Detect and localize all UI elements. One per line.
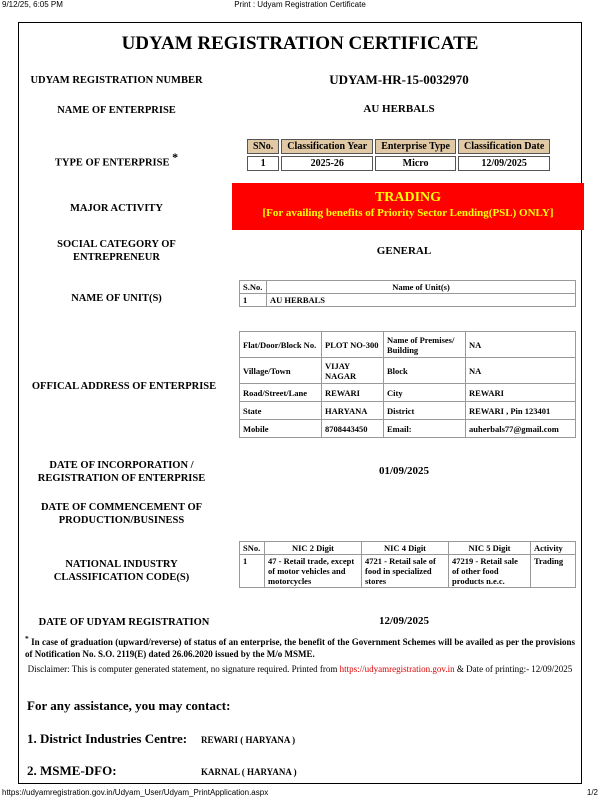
- nic-row: [240, 555, 576, 588]
- nic-cell: Trading: [531, 555, 576, 588]
- print-timestamp: 9/12/25, 6:05 PM: [2, 0, 63, 9]
- reg-no-label: UDYAM REGISTRATION NUMBER: [30, 75, 203, 86]
- address-key: City: [384, 384, 466, 402]
- disclaimer-date: & Date of printing:- 12/09/2025: [456, 664, 573, 674]
- enterprise-name-value: AU HERBALS: [363, 103, 435, 115]
- asterisk-mark: *: [172, 150, 179, 164]
- dic-label: 1. District Industries Centre:: [27, 731, 188, 746]
- address-row: [240, 420, 576, 438]
- address-key: Mobile: [240, 420, 322, 438]
- address-row: [240, 402, 576, 420]
- units-cell: 1: [240, 294, 267, 307]
- certificate-title: UDYAM REGISTRATION CERTIFICATE: [121, 33, 479, 54]
- classification-cell: 1: [247, 156, 279, 171]
- units-label: NAME OF UNIT(S): [71, 293, 162, 304]
- certificate-frame: [18, 22, 582, 784]
- classification-header: Classification Year: [281, 139, 373, 154]
- address-table: [239, 331, 576, 438]
- nic-label: NATIONAL INDUSTRY CLASSIFICATION CODE(S): [53, 559, 190, 583]
- nic-header-row: [240, 542, 576, 555]
- address-value: REWARI: [322, 384, 384, 402]
- social-category-label: SOCIAL CATEGORY OF ENTREPRENEUR: [57, 239, 176, 263]
- address-key: District: [384, 402, 466, 420]
- dic-value: REWARI ( HARYANA ): [201, 735, 296, 745]
- address-value: REWARI , Pin 123401: [466, 402, 576, 420]
- disclaimer-text: Disclaimer: This is computer generated statement, no signature required. Printed from: [27, 664, 338, 674]
- email-value: auherbals77@gmail.com: [466, 420, 576, 438]
- print-page-number: 1/2: [586, 788, 598, 797]
- address-row: [240, 332, 576, 358]
- address-label: OFFICAL ADDRESS OF ENTERPRISE: [31, 381, 217, 392]
- msme-dfo-label: 2. MSME-DFO:: [27, 763, 117, 778]
- classification-table: [245, 137, 552, 173]
- classification-cell: Micro: [375, 156, 456, 171]
- address-key: Village/Town: [240, 358, 322, 384]
- browser-print-header: [0, 0, 600, 12]
- classification-cell: 12/09/2025: [458, 156, 550, 171]
- nic-cell: 47219 - Retail sale of other food products n.e.c.: [449, 555, 531, 588]
- address-value: 8708443450: [322, 420, 384, 438]
- nic-table: [239, 541, 576, 588]
- graduation-note-text: In case of graduation (upward/reverse) of status of an enterprise, the benefit of the Government Schemes will be availed as per the provisions of Notification No. S.O. 2119(E) dated 26.06.2020 issued by the M/o MSME.: [25, 637, 576, 659]
- nic-header: SNo.: [240, 542, 265, 555]
- enterprise-name-label: NAME OF ENTERPRISE: [57, 105, 176, 116]
- graduation-note: [25, 633, 575, 660]
- units-table: [239, 280, 576, 307]
- classification-header: SNo.: [247, 139, 279, 154]
- classification-header: Enterprise Type: [375, 139, 456, 154]
- classification-header: Classification Date: [458, 139, 550, 154]
- reg-no-value: UDYAM-HR-15-0032970: [329, 72, 469, 87]
- address-value: REWARI: [466, 384, 576, 402]
- nic-header: NIC 5 Digit: [449, 542, 531, 555]
- nic-header: Activity: [531, 542, 576, 555]
- units-row: [240, 294, 576, 307]
- udyam-date-label: DATE OF UDYAM REGISTRATION: [38, 617, 210, 628]
- print-url: https://udyamregistration.gov.in/Udyam_User/Udyam_PrintApplication.aspx: [2, 788, 269, 797]
- address-key: State: [240, 402, 322, 420]
- address-value: NA: [466, 358, 576, 384]
- commencement-label: DATE OF COMMENCEMENT OF PRODUCTION/BUSINESS: [40, 502, 203, 526]
- units-header-row: [240, 281, 576, 294]
- units-cell: AU HERBALS: [267, 294, 576, 307]
- address-value: PLOT NO-300: [322, 332, 384, 358]
- assistance-heading: For any assistance, you may contact:: [27, 698, 231, 713]
- classification-header-row: [247, 139, 550, 154]
- print-page-title: Print : Udyam Registration Certificate: [234, 0, 366, 9]
- udyam-date: 12/09/2025: [378, 615, 430, 627]
- major-activity-note: [For availing benefits of Priority Sector Lending(PSL) ONLY]: [262, 207, 554, 219]
- major-activity-label: MAJOR ACTIVITY: [69, 203, 164, 214]
- address-value: HARYANA: [322, 402, 384, 420]
- address-key: Name of Premises/ Building: [384, 332, 466, 358]
- address-key: Email:: [384, 420, 466, 438]
- nic-header: NIC 2 Digit: [265, 542, 362, 555]
- social-category-value: GENERAL: [376, 245, 432, 257]
- units-header: S.No.: [240, 281, 267, 294]
- major-activity-value: TRADING: [374, 190, 442, 205]
- incorporation-date: 01/09/2025: [378, 465, 430, 477]
- incorporation-label: DATE OF INCORPORATION / REGISTRATION OF ENTERPRISE: [37, 460, 206, 484]
- address-row: [240, 358, 576, 384]
- address-value: VIJAY NAGAR: [322, 358, 384, 384]
- nic-cell: 4721 - Retail sale of food in specialized stores: [362, 555, 449, 588]
- address-row: [240, 384, 576, 402]
- address-key: Flat/Door/Block No.: [240, 332, 322, 358]
- address-value: NA: [466, 332, 576, 358]
- enterprise-type-label-text: TYPE OF ENTERPRISE: [54, 157, 170, 169]
- nic-header: NIC 4 Digit: [362, 542, 449, 555]
- major-activity-banner: [232, 183, 584, 230]
- classification-cell: 2025-26: [281, 156, 373, 171]
- nic-cell: 47 - Retail trade, except of motor vehicles and motorcycles: [265, 555, 362, 588]
- asterisk-mark: *: [25, 634, 29, 643]
- disclaimer: [25, 664, 575, 675]
- classification-row: [247, 156, 550, 171]
- units-header: Name of Unit(s): [267, 281, 576, 294]
- enterprise-type-label: [19, 151, 214, 170]
- address-key: Block: [384, 358, 466, 384]
- nic-cell: 1: [240, 555, 265, 588]
- browser-print-footer: [0, 786, 600, 800]
- msme-dfo-value: KARNAL ( HARYANA ): [201, 767, 297, 777]
- address-key: Road/Street/Lane: [240, 384, 322, 402]
- udyam-portal-link[interactable]: https://udyamregistration.gov.in: [339, 664, 455, 674]
